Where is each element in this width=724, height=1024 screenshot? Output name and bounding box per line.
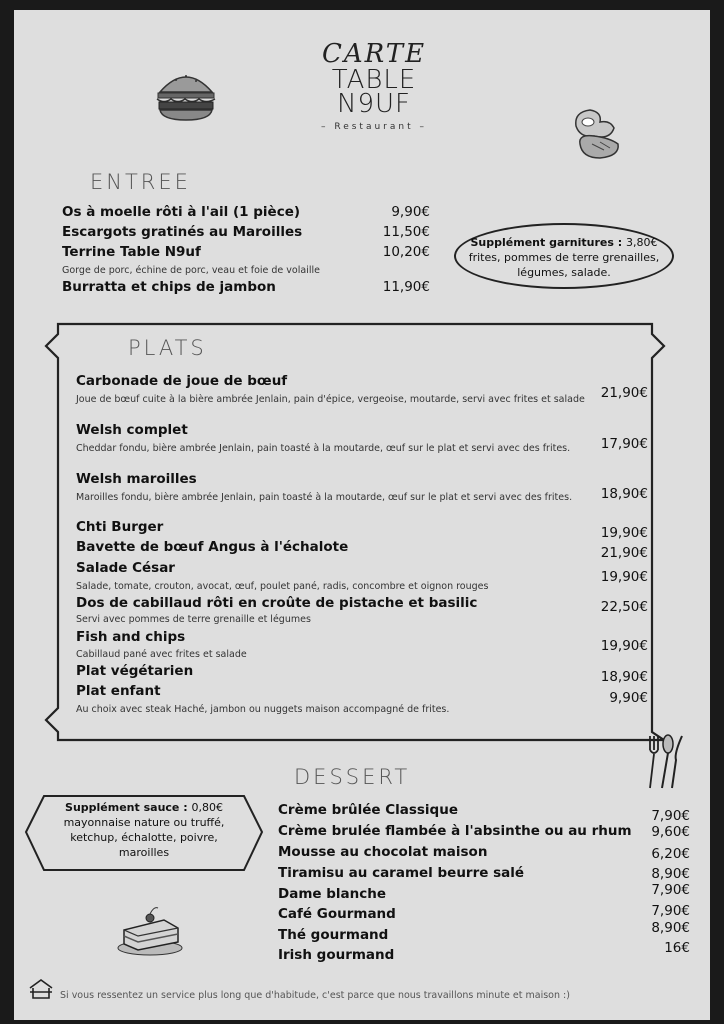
dessert-item-price: 16€ [664, 940, 690, 956]
entree-item-price: 9,90€ [391, 204, 430, 220]
plat-item-name: Fish and chips [76, 629, 186, 645]
plat-item-name: Dos de cabillaud rôti en croûte de pistache et basilic [76, 595, 478, 611]
brand-logo [294, 40, 454, 132]
brand-name-line1: TABLE [331, 65, 417, 95]
plat-item-name: Salade César [76, 560, 175, 576]
plat-item-price: 22,50€ [600, 599, 648, 615]
dessert-item-price: 8,90€ [651, 866, 690, 882]
plat-item-name: Welsh complet [76, 422, 188, 438]
plat-item-price: 18,90€ [600, 486, 648, 502]
plat-item-price: 19,90€ [600, 638, 648, 654]
plat-item-name: Plat enfant [76, 683, 161, 699]
dessert-item-name: Crème brûlée Classique [278, 802, 458, 818]
dessert-item-name: Café Gourmand [278, 906, 396, 922]
plats-title: PLATS [128, 336, 207, 360]
menu-page [14, 10, 710, 1020]
plat-item-price: 19,90€ [600, 525, 648, 541]
entree-item-price: 11,90€ [382, 279, 430, 295]
dessert-item-name: Mousse au chocolat maison [278, 844, 488, 860]
entree-item-price: 10,20€ [382, 244, 430, 260]
plat-item-desc: Maroilles fondu, bière ambrée Jenlain, pain toasté à la moutarde, œuf sur le plat et servi avec des frites. [76, 492, 573, 503]
plat-item-price: 17,90€ [600, 436, 648, 452]
plat-item-price: 21,90€ [600, 545, 648, 561]
plat-item-price: 18,90€ [600, 669, 648, 685]
plat-item-price: 21,90€ [600, 385, 648, 401]
sauce-note-title: Supplément sauce : [65, 801, 192, 814]
dessert-item-name: Dame blanche [278, 886, 387, 902]
plat-item-name: Carbonade de joue de bœuf [76, 373, 288, 389]
entree-item-name: Escargots gratinés au Maroilles [62, 224, 303, 240]
dessert-item-price: 7,90€ [651, 882, 690, 898]
sauce-supplement-note [44, 800, 244, 860]
brand-carte: CARTE [321, 39, 427, 69]
garnish-note-text: frites, pommes de terre grenailles, légumes, salade. [468, 251, 660, 279]
dessert-item-price: 9,60€ [651, 824, 690, 840]
footer-note: Si vous ressentez un service plus long que d'habitude, c'est parce que nous travaillons minute et maison :) [60, 990, 570, 1001]
plat-item-desc: Salade, tomate, crouton, avocat, œuf, poulet pané, radis, concombre et oignon rouges [76, 581, 489, 592]
plat-item-name: Plat végétarien [76, 663, 194, 679]
plat-item-price: 9,90€ [609, 690, 648, 706]
dessert-item-price: 8,90€ [651, 920, 690, 936]
plat-item-name: Welsh maroilles [76, 471, 197, 487]
entree-title: ENTREE [90, 170, 191, 194]
sauce-note-text: mayonnaise nature ou truffé, ketchup, échalotte, poivre, maroilles [63, 816, 225, 859]
cutlery-icon [640, 732, 688, 794]
dessert-item-name: Crème brulée flambée à l'absinthe ou au rhum [278, 823, 632, 839]
dessert-item-price: 7,90€ [651, 903, 690, 919]
plat-item-desc: Servi avec pommes de terre grenaille et légumes [76, 614, 311, 625]
plat-item-desc: Joue de bœuf cuite à la bière ambrée Jenlain, pain d'épice, vergeoise, moutarde, servi avec frites et salade [76, 394, 585, 405]
dessert-item-name: Tiramisu au caramel beurre salé [278, 865, 525, 881]
cake-icon [114, 900, 188, 958]
burger-icon [154, 66, 218, 122]
plat-item-desc: Au choix avec steak Haché, jambon ou nuggets maison accompagné de frites. [76, 704, 450, 715]
plat-item-name: Bavette de bœuf Angus à l'échalote [76, 539, 349, 555]
plat-item-desc: Cabillaud pané avec frites et salade [76, 649, 247, 660]
garnish-note-title: Supplément garnitures : [470, 236, 626, 249]
entree-item-name: Os à moelle rôti à l'ail (1 pièce) [62, 204, 301, 220]
plat-item-desc: Cheddar fondu, bière ambrée Jenlain, pain toasté à la moutarde, œuf sur le plat et servi avec des frites. [76, 443, 571, 454]
sauce-note-price: 0,80€ [191, 801, 223, 814]
brand-subtitle: – Restaurant – [321, 122, 427, 132]
entree-item-price: 11,50€ [382, 224, 430, 240]
plat-item-price: 19,90€ [600, 569, 648, 585]
dessert-title: DESSERT [294, 765, 411, 789]
dessert-item-price: 6,20€ [651, 846, 690, 862]
dessert-item-price: 7,90€ [651, 808, 690, 824]
garnish-note-price: 3,80€ [625, 236, 658, 249]
entree-item-desc: Gorge de porc, échine de porc, veau et foie de volaille [62, 265, 320, 276]
house-icon [28, 978, 54, 1000]
brand-name-line2: N9UF [337, 89, 411, 119]
dessert-item-name: Irish gourmand [278, 947, 395, 963]
entree-item-name: Terrine Table N9uf [62, 244, 201, 260]
dessert-item-name: Thé gourmand [278, 927, 389, 943]
steak-icon [570, 106, 626, 164]
plat-item-name: Chti Burger [76, 519, 164, 535]
entree-item-name: Burratta et chips de jambon [62, 279, 276, 295]
garnish-supplement-note [454, 223, 674, 289]
